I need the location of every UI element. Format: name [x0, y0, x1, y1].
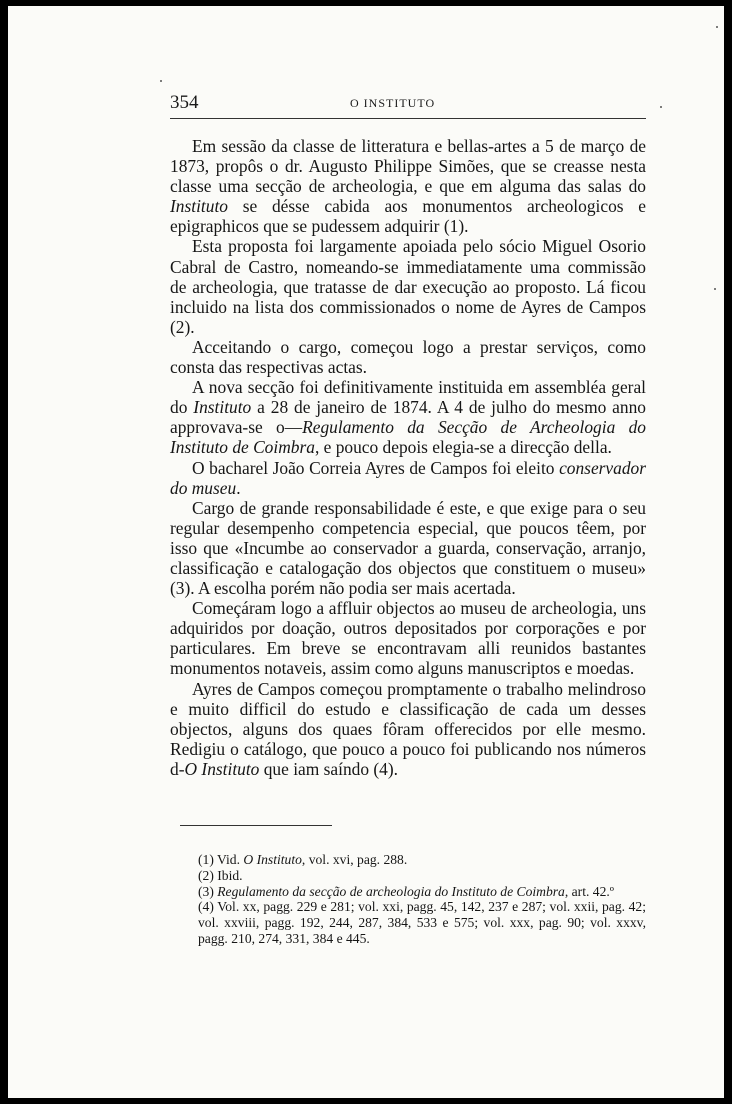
body-text [170, 136, 646, 779]
italic-text: Regulamento da Secção de Archeologia do Instituto de Coimbra [170, 417, 646, 458]
paragraph [170, 136, 646, 236]
scan-speck [660, 106, 662, 108]
page-header [170, 90, 646, 119]
page-number: 354 [170, 92, 199, 113]
paragraph [170, 498, 646, 598]
text-run: O bacharel João Correia Ayres de Campos foi eleito [192, 457, 560, 478]
text-run: a 28 de janeiro de 1874. A 4 de julho do mesmo anno approvava-se o— [170, 397, 646, 438]
text-run: Cargo de grande responsabilidade é este, e que exige para o seu regular desempenho competencia especial, que poucos têem, por isso que «Incumbe ao conservador a guarda, conservação, arranjo, classificação e catalogação dos objectos que constituem o museu» (3). A escolha porém não podia ser mais acertada. [170, 497, 646, 599]
text-run: Em sessão da classe de litteratura e bellas-artes a 5 de março de 1873, propôs o dr. Augusto Philippe Simões, que se creasse nesta classe uma secção de archeologia, e que em alguma das salas do [170, 136, 646, 197]
italic-text: O Instituto [184, 758, 260, 779]
paragraph [170, 679, 646, 779]
text-run: se désse cabida aos monumentos archeologicos e epigraphicos que se pudessem adquirir (1). [170, 196, 646, 237]
text-run: A nova secção foi definitivamente instituida em assembléa geral do [170, 377, 646, 418]
scan-speck [714, 288, 716, 290]
footnote [198, 868, 646, 884]
footnote [198, 899, 646, 946]
footnotes [198, 852, 646, 947]
footnote-rule [180, 825, 332, 826]
italic-text: Instituto [193, 397, 252, 418]
text-run: (3) [198, 883, 218, 899]
text-run: Acceitando o cargo, começou logo a prestar serviços, como consta das respectivas actas. [170, 336, 646, 378]
paragraph [170, 377, 646, 457]
text-run: que iam saíndo (4). [259, 758, 398, 779]
text-run: , vol. xvi, pag. 288. [301, 852, 408, 867]
text-run: , e pouco depois elegia-se a direcção della. [314, 437, 612, 458]
text-run: . [236, 477, 241, 498]
page [8, 6, 724, 1098]
text-run: , art. 42.º [564, 883, 614, 899]
italic-text: O Instituto [243, 852, 302, 867]
paragraph [170, 458, 646, 498]
italic-text: Instituto [170, 196, 228, 217]
paragraph [170, 236, 646, 336]
footnote [198, 884, 646, 900]
text-run: (2) Ibid. [198, 867, 243, 883]
text-run: (1) Vid. [198, 852, 244, 867]
text-run: Esta proposta foi largamente apoiada pelo sócio Miguel Osorio Cabral de Castro, nomeando-se immediatamente uma commissão de archeologia, que tratasse de dar execução ao proposto. Lá ficou incluido na lista dos commissionados o nome de Ayres de Campos (2). [170, 236, 646, 337]
text-run: (4) Vol. xx, pagg. 229 e 281; vol. xxi, pagg. 45, 142, 237 e 287; vol. xxii, pag. 42; vol. xxviii, pagg. 192, 244, 287, 384, 533 e 575; vol. xxx, pag. 90; vol. xxxv, pagg. 210, 274, 331, 384 e 445. [198, 899, 646, 946]
scan-speck [716, 26, 718, 28]
running-head: O INSTITUTO [350, 96, 436, 110]
paragraph [170, 337, 646, 377]
italic-text: conservador do museu [170, 457, 646, 498]
paragraph [170, 598, 646, 678]
text-run: Ayres de Campos começou promptamente o trabalho melindroso e muito difficil do estudo e classificação de cada um desses objectos, alguns dos quaes fôram offerecidos por elle mesmo. Redigiu o catálogo, que pouco a pouco foi publicando nos números d- [170, 678, 646, 779]
text-run: Começáram logo a affluir objectos ao museu de archeologia, uns adquiridos por doação, outros depositados por corporações e por particulares. Em breve se encontravam alli reunidos bastantes monumentos notaveis, assim como alguns manuscriptos e moedas. [170, 598, 646, 679]
italic-text: Regulamento da secção de archeologia do Instituto de Coimbra [217, 883, 565, 899]
scan-speck [160, 80, 162, 82]
footnote [198, 852, 646, 868]
